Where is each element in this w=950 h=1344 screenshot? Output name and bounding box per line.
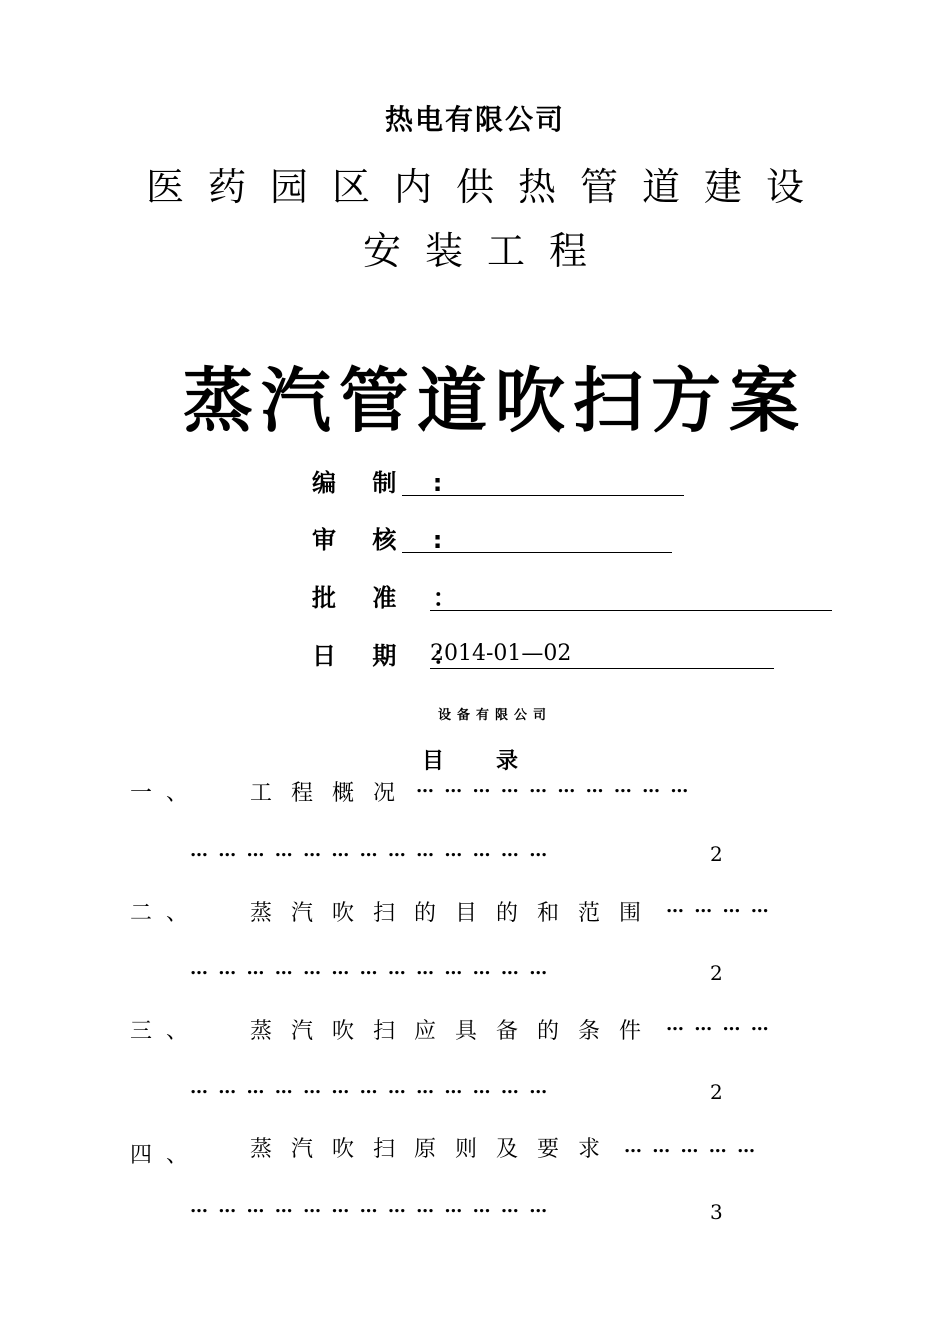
signature-label: 审 核 : [312, 526, 457, 554]
signature-label: 批 准 ： [312, 584, 471, 612]
toc-item-text: 工程概况 [250, 781, 415, 806]
toc-item-number: 二、 [130, 901, 203, 926]
toc-item-number: 四、 [130, 1143, 203, 1168]
toc-leader: … … … … [666, 1014, 771, 1035]
toc-leader: … … … … … … … … … … … … … [190, 840, 550, 861]
project-name-line1: 医药园区内供热管道建设 [145, 165, 828, 209]
signature-line [430, 582, 832, 611]
toc-leader: … … … … [666, 896, 771, 917]
signature-label: 编 制 : [312, 469, 457, 497]
document-title: 蒸汽管道吹扫方案 [183, 360, 807, 442]
signature-row-compiled [312, 465, 456, 501]
toc-title: 目录 [422, 749, 571, 774]
toc-page-number: 2 [710, 961, 723, 985]
signature-label: 日 期 ： [312, 642, 471, 670]
signature-line [402, 467, 684, 496]
signature-line [402, 524, 672, 553]
toc-page-number: 2 [710, 842, 723, 866]
company-name-header: 热电有限公司 [384, 103, 565, 136]
project-name-line2: 安装工程 [362, 229, 611, 273]
toc-leader: … … … … … … … … … … [416, 776, 691, 797]
signature-row-date [312, 638, 572, 674]
signature-row-reviewed [312, 522, 456, 558]
toc-leader: … … … … … … … … … … … … … [190, 1077, 550, 1098]
toc-page-number: 3 [710, 1200, 723, 1224]
toc-item-text: 蒸汽吹扫的目的和范围 [250, 901, 661, 926]
toc-item-number: 一、 [130, 781, 203, 806]
toc-leader: … … … … … … … … … … … … … [190, 1196, 550, 1217]
signature-row-approved [312, 580, 471, 616]
toc-item-number: 三、 [130, 1019, 203, 1044]
toc-leader: … … … … … [624, 1136, 758, 1157]
toc-leader: … … … … … … … … … … … … … [190, 958, 550, 979]
toc-item-text: 蒸汽吹扫应具备的条件 [250, 1019, 661, 1044]
company-name-footer: 设备有限公司 [437, 708, 552, 723]
toc-item-text: 蒸汽吹扫原则及要求 [250, 1137, 620, 1162]
date-value: 2014-01—02 [430, 640, 774, 669]
toc-page-number: 2 [710, 1080, 723, 1104]
